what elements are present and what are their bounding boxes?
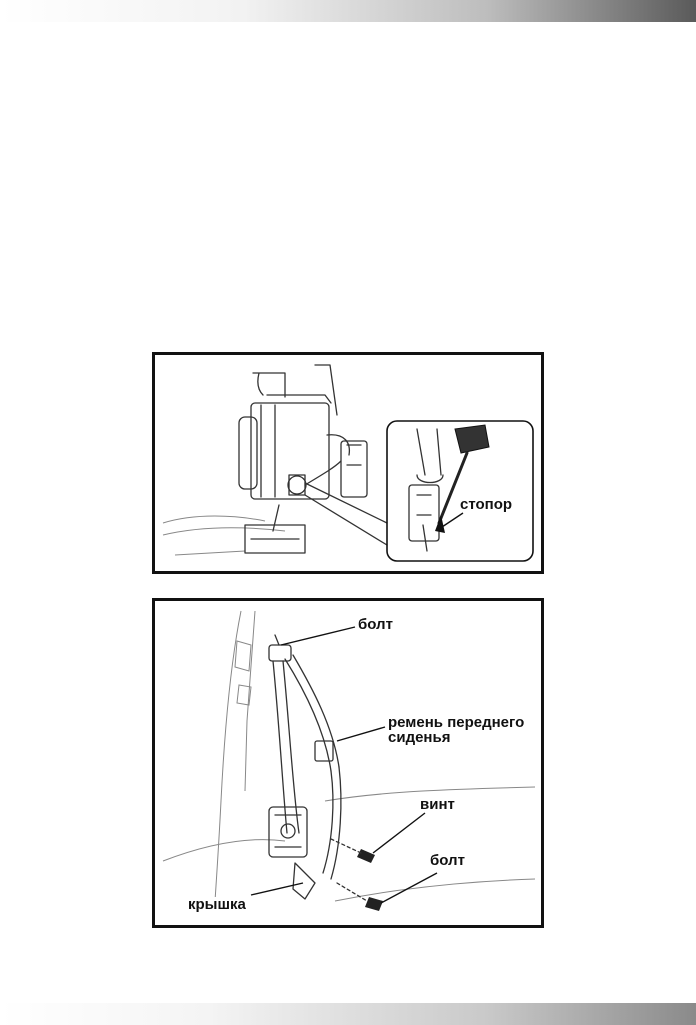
callout-screw: винт — [420, 796, 455, 813]
retractor-illustration — [155, 355, 541, 571]
seat-belt-illustration — [155, 601, 541, 925]
callout-stopper: стопор — [460, 496, 513, 513]
footer-gradient-band — [0, 1003, 696, 1025]
figure-retractor-stopper — [152, 352, 544, 574]
figure-front-seat-belt — [152, 598, 544, 928]
callout-cover: крышка — [188, 896, 246, 913]
header-gradient-band — [0, 0, 696, 22]
callout-front-seat-belt: ремень переднего сиденья — [388, 714, 525, 746]
callout-bolt-top: болт — [358, 616, 393, 633]
callout-bolt-bottom: болт — [430, 852, 465, 869]
